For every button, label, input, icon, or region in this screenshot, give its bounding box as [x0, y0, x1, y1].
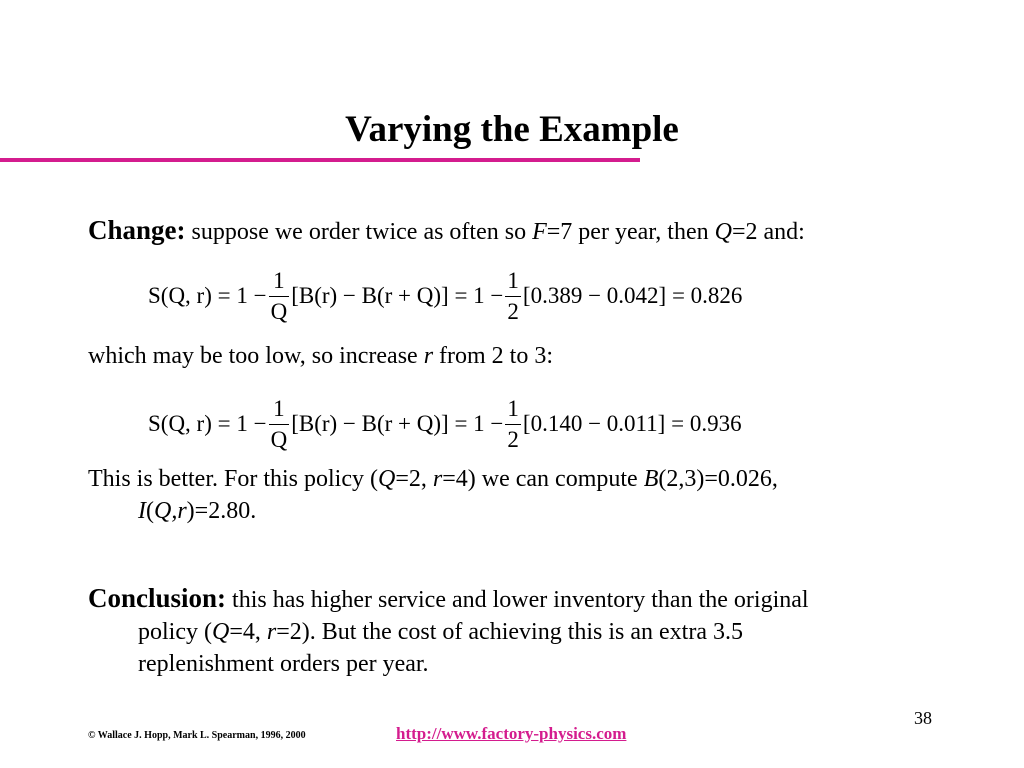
change-text-c: =2 and:	[731, 219, 805, 245]
eq2-fraction-2	[505, 394, 521, 455]
eq1-frac2-den: 2	[505, 296, 521, 327]
change-text-a: suppose we order twice as often so	[185, 219, 533, 245]
eq2-frac1-den: Q	[269, 424, 290, 455]
equation-2	[148, 389, 742, 459]
equation-1	[148, 261, 742, 331]
conclusion-text-a: this has higher service and lower inventory than the original	[226, 587, 809, 613]
conclusion-q-var: Q	[211, 619, 230, 645]
low-text-b: from 2 to 3:	[433, 343, 554, 369]
eq1-lhs: S(Q, r) = 1 −	[148, 283, 267, 308]
better-b-var: B	[643, 466, 659, 492]
low-line-paragraph	[88, 340, 948, 372]
conclusion-text-b: policy (	[138, 619, 212, 645]
eq1-rhs: [0.389 − 0.042] = 0.826	[522, 283, 743, 308]
better-text-b: =2,	[395, 466, 433, 492]
footer-website-link[interactable]: http://www.factory-physics.com	[396, 724, 627, 743]
better-text-d: (2,3)=0.026,	[658, 466, 778, 492]
better-line-2	[88, 495, 948, 527]
eq1-fraction-2	[505, 266, 521, 327]
change-q-var: Q	[714, 219, 732, 245]
conclusion-r-var: r	[266, 619, 277, 645]
eq1-mid: [B(r) − B(r + Q)] = 1 −	[291, 283, 504, 308]
eq2-rhs: [0.140 − 0.011] = 0.936	[522, 411, 742, 436]
better-paragraph	[88, 463, 948, 527]
eq2-frac1-num: 1	[273, 395, 285, 421]
better-text-a: This is better. For this policy (	[88, 466, 378, 492]
page-number: 38	[914, 708, 932, 728]
eq2-frac2-num: 1	[507, 395, 519, 421]
better-i-var: I	[138, 498, 146, 524]
change-text-b: =7 per year, then	[546, 219, 715, 245]
better-qr-var: Q,r	[154, 498, 187, 524]
better-text-e: (	[146, 498, 154, 524]
better-r-var: r	[432, 466, 443, 492]
change-lead: Change:	[88, 215, 186, 245]
conclusion-line-2	[88, 616, 948, 648]
eq2-frac2-den: 2	[505, 424, 521, 455]
change-f-var: F	[532, 219, 547, 245]
title-underline	[0, 158, 640, 162]
eq2-mid: [B(r) − B(r + Q)] = 1 −	[291, 411, 504, 436]
conclusion-paragraph	[88, 582, 948, 680]
slide-title: Varying the Example	[345, 109, 679, 150]
eq1-fraction-1	[269, 266, 290, 327]
eq1-frac1-den: Q	[269, 296, 290, 327]
footer-copyright: © Wallace J. Hopp, Mark L. Spearman, 1996, 2000	[88, 730, 306, 741]
better-text-c: =4) we can compute	[442, 466, 644, 492]
eq2-lhs: S(Q, r) = 1 −	[148, 411, 267, 436]
eq1-frac2-num: 1	[507, 267, 519, 293]
conclusion-text-d: =2). But the cost of achieving this is an extra 3.5	[276, 619, 743, 645]
conclusion-lead: Conclusion:	[88, 583, 227, 613]
low-r-var: r	[423, 343, 434, 369]
eq1-frac1-num: 1	[273, 267, 285, 293]
low-text-a: which may be too low, so increase	[88, 343, 424, 369]
better-q-var: Q	[377, 466, 396, 492]
better-text-f: )=2.80.	[186, 498, 257, 524]
change-paragraph	[88, 214, 948, 248]
better-line-1	[88, 463, 948, 495]
eq2-fraction-1	[269, 394, 290, 455]
conclusion-text-c: =4,	[229, 619, 267, 645]
conclusion-line-3	[88, 648, 948, 680]
conclusion-text-e: replenishment orders per year.	[138, 651, 429, 677]
conclusion-line-1	[88, 582, 948, 616]
